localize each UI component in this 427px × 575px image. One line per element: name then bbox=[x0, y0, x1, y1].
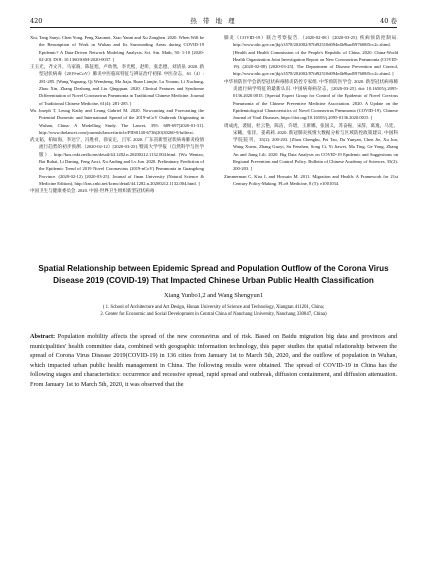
abstract bbox=[30, 332, 397, 389]
reference-entry: 中国卫生与健康委员会. 2020. 中国-世界卫生组织新型冠状病毒 bbox=[30, 188, 155, 194]
title-line-2: Disease 2019 (COVID-19) That Impacted Chinese Urban Public Health Classification bbox=[53, 275, 374, 285]
volume-label: 40 卷 bbox=[380, 17, 397, 25]
references-right-column bbox=[224, 34, 398, 187]
title-line-1: Spatial Relationship between Epidemic Spread and Population Outflow of the Corona Virus bbox=[38, 264, 389, 273]
reference-entry: Xiu, Tang Sanyi, Chen Yong, Feng Xiaomei, Xiao Yanni and Xu Zongben. 2020. When Will be the Resumption of Work in Wuhan and Its Surrounding Areas during COVID-19 Epidemic? A Data-Driven Network Modeling Analysis. Sci. Sin. Math, 50: 1-10 [2020-02-20]. DOI: 10.1360/SSM-2020-0037. ] bbox=[30, 35, 204, 62]
journal-name: 热 带 地 理 bbox=[190, 17, 237, 25]
reference-entry: 肺炎（COVID-19）联合考察报告.（2020-02-08）[2020-03-25]. 疾病预防控制局. http://www.nhc.gov.cn/jkj/s3578/202002/87fd92510d094e4b9bad597608f5cc2c.shtml. [Health and Health Commission of the People's Republic of China. 2020. China-World Health Organization Joint Investigation Report on New Coronavirus Pneumonia (COVID-19). (2020-02-08) [2020-03-25]. The Department of Disease Prevention and Control, http://www.nhc.gov.cn/jkj/s3578/202002/87fd92510d094e4b9bad597608f5cc2c.shtml. ] bbox=[224, 35, 398, 77]
references-left-column bbox=[30, 34, 204, 195]
reference-entry: 中华预防医学会新型冠状病毒肺炎防控专家组. 中华预防医学会. 2020. 新型冠状病毒肺炎流行病学特征的最新认识. 中国病毒病杂志，[2020-03-25]. doi: 10.16505/j.2095-0136.2020.0015. [Special Expert Group for Control of the Epidemic of Novel Corvirus Pneumonia of the Chinese Preventive Medicine Association. 2020. A Update on the Epidemiological Characteristics of Novel Coronavirus Pneumonia (COVID-19). Chinese Journal of Viral Diseases, https://doi.org/10.16505/j.2095-0136.2020.0015. ] bbox=[224, 78, 398, 121]
affiliations bbox=[40, 304, 387, 319]
english-title bbox=[28, 263, 399, 286]
reference-entry: Zimmerman C, Kiss L and Hossain M. 2011. Migration and Health: A Framework for 21st Century Policy-Making. PLoS Medicine, 8 (5): e1001034. bbox=[224, 173, 398, 186]
abstract-label: Abstract: bbox=[30, 333, 56, 340]
reference-entry: 武文韬，柏如海，李达宁，冯胜祥，徐安定，吕军. 2020. 广东省新型冠状病毒肺炎疫情流行趋势的初步预测.（2020-02-12）[2020-03-25]. 暨南大学学报（自然科学与医学版）. http://kns.cnki.net/kcms/detail/44.1282.n.20200212.1132.004.html. [Wu Wentao, Bai Ruhai, Li Daning, Feng Aoxi, Xu Anding and Lv Jun. 2020. Preliminary Prediction of the Epidemic Trend of 2019 Novel Coronavirus (2019-nCoV) Pneumonia in Guangdong Province. (2020-02-12) [2020-03-25]. Journal of Jinan University (Natural Science & Medicine Edition), http://kns.cnki.net/kcms/detail/44.1282.n.20200212.1132.004.html. ] bbox=[30, 137, 204, 186]
running-header bbox=[30, 15, 397, 28]
page-number: 420 bbox=[30, 17, 43, 25]
reference-entry: 周成虎，裴韬，杜云艳，陈洁，许珺，王席娜，张国义，苏奋振，宋辞，葛逸，马廷，宋曦，张洋，姜莉莉. 2020. 新冠肺炎疫情大数据分析与区域防控政策建议. 中国科学院院刊，35(2): 200-203. [Zhou Chenghu, Pei Tao, Du Yunyan, Chen Jie, Xu Jun, Wang Xueru, Zhang Guoyi, Su Fenzhen, Song Ci, Yi Jiawei, Ma Ting, Ge Yong, Zhang An and Jiang Lili. 2020. Big Data Analysis on COVID-19 Epidemic and Suggestions on Regional Prevention and Control Policy. Bulletin of Chinese Academy of Sciences, 35(2): 200-203. ] bbox=[224, 122, 398, 172]
author-list: Xiang Yunbo1,2 and Wang Shengyun1 bbox=[163, 292, 264, 299]
reference-entry: 王玉光，齐文升，马家驹，陈征旭，卢幼然，李光熙，赵昕，张忠德，刘清泉. 2020. 新型冠状病毒（2019-nCoV）肺炎中医临床特征与辨证治疗初探. 中医杂志，61（4）: 281-285. [Wang Yuguang, Qi Wensheng, Ma Jiaju, Ruan Lianjie, Lu Youran, Li Xuchung, Zhao Xin, Zhang Dezhong and Liu Qingquan. 2020. Clinical Features and Syndrome Differentiation of Novel Coronavirus Pneumonia in Traditional Chinese Medicine. Journal of Traditional Chinese Medicine, 61(4): 281-285. ] bbox=[30, 64, 204, 106]
affiliation-1: ( 1. School of Architecture and Art Design, Hunan University of Science and Technology, Xiangtan 411201, China; bbox=[102, 305, 325, 310]
affiliation-2: 2. Center for Economic and Social Development in Central China of Nanchang University, Nanchang 330047, China) bbox=[100, 312, 327, 318]
reference-entry: Wu Joseph T, Leung Kathy and Leung Gabriel M. 2020. Nowcasting and Forecasting the Potential Domestic and International Spread of the 2019-nCoV Outbreak Originating in Wuhan, China: A Modelling Study. The Lancet, 395: 689-697[2020-01-31]. http://www.thelancet.com/journals/lancet/article/PIIS0140-6736(20)30260-9/fulltext. bbox=[30, 107, 204, 135]
abstract-text: Population mobility affects the spread of the new coronavirus and of risk. Based on Baidu migration big data and provinces and municipalities' health committee data, combined with geographic information technology, this paper studies the spatial relationship between the spread of Corona Virus Disease 2019(COVID-19) in 136 cities from January 1st to March 5th, 2020, and the outflow of population in Wuhan, which impacted urban public health management in China. The following results were obtained. The spread of COVID-19 in China has the following stages and characteristics: occurrence and recessive spread, rapid spread and outbreak, diffusion containment, and diffusion attenuation. From January 1st to March 5th, 2020, it was observed that the bbox=[30, 333, 398, 388]
